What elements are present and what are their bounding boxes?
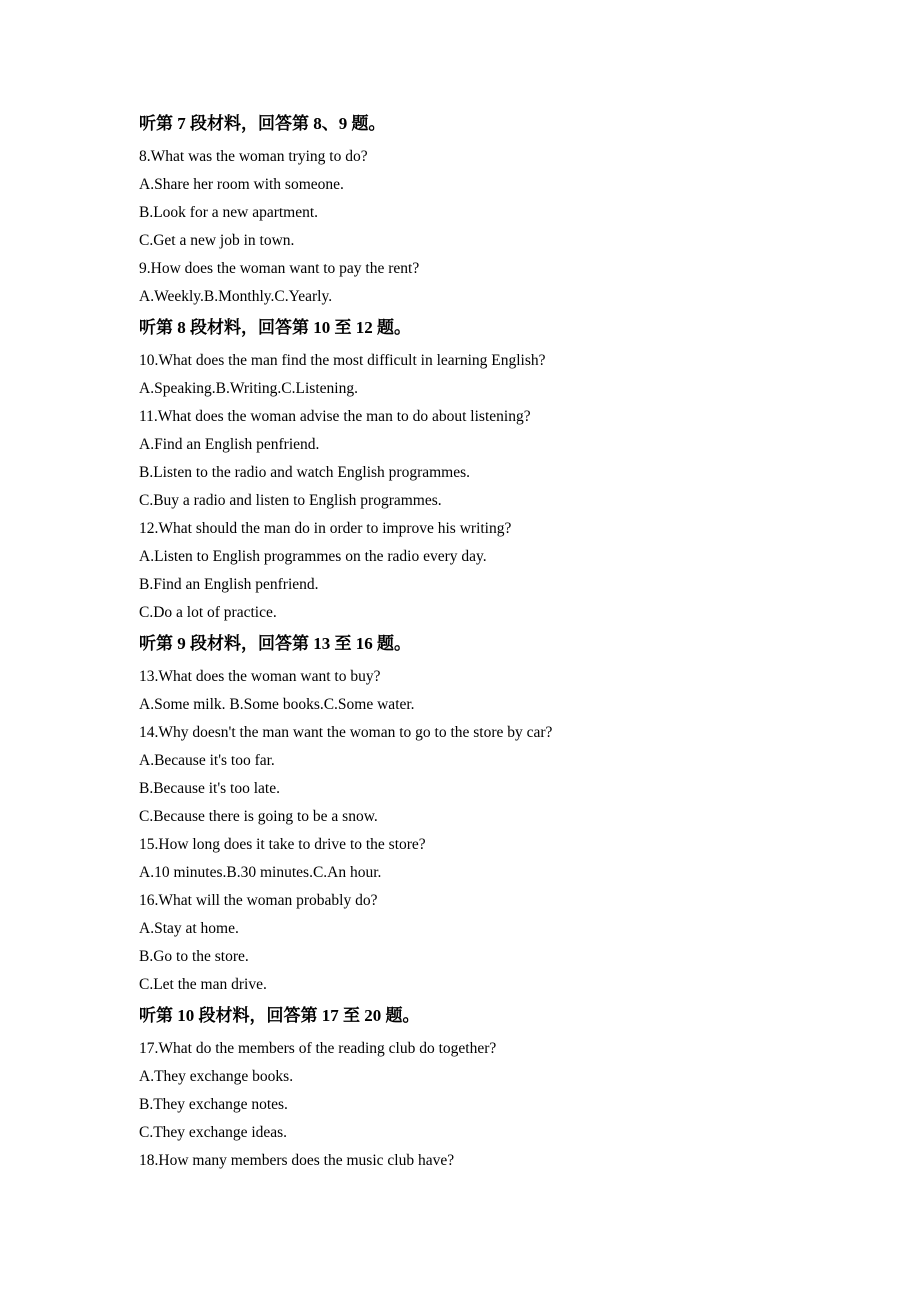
answer-options: C.Buy a radio and listen to English programmes. (139, 492, 442, 509)
answer-options: B.They exchange notes. (139, 1096, 288, 1113)
answer-options: B.Listen to the radio and watch English programmes. (139, 464, 471, 481)
question-text: 13.What does the woman want to buy? (139, 668, 381, 685)
answer-options: A.Weekly.B.Monthly.C.Yearly. (139, 288, 333, 305)
question-text: 9.How does the woman want to pay the rent? (139, 260, 420, 277)
answer-options: B.Look for a new apartment. (139, 204, 319, 221)
answer-options: A.Find an English penfriend. (139, 436, 320, 453)
section-heading: 听第 9 段材料，回答第 13 至 16 题。 (139, 634, 411, 653)
answer-options: B.Because it's too late. (139, 780, 280, 797)
document-body (139, 110, 839, 1175)
question-text: 8.What was the woman trying to do? (139, 148, 368, 165)
answer-options: A.They exchange books. (139, 1068, 294, 1085)
answer-options: A.Listen to English programmes on the radio every day. (139, 548, 487, 565)
answer-options: B.Find an English penfriend. (139, 576, 319, 593)
question-text: 10.What does the man find the most difficult in learning English? (139, 352, 546, 369)
section-heading: 听第 10 段材料，回答第 17 至 20 题。 (139, 1006, 420, 1025)
answer-options: A.Stay at home. (139, 920, 239, 937)
answer-options: C.Do a lot of practice. (139, 604, 277, 621)
question-text: 12.What should the man do in order to improve his writing? (139, 520, 512, 537)
answer-options: C.Because there is going to be a snow. (139, 808, 378, 825)
answer-options: A.Share her room with someone. (139, 176, 344, 193)
section-heading: 听第 7 段材料，回答第 8、9 题。 (139, 114, 386, 133)
answer-options: C.Let the man drive. (139, 976, 267, 993)
question-text: 15.How long does it take to drive to the store? (139, 836, 426, 853)
question-text: 11.What does the woman advise the man to do about listening? (139, 408, 531, 425)
answer-options: A.10 minutes.B.30 minutes.C.An hour. (139, 864, 382, 881)
answer-options: B.Go to the store. (139, 948, 249, 965)
question-text: 18.How many members does the music club have? (139, 1152, 455, 1169)
question-text: 14.Why doesn't the man want the woman to go to the store by car? (139, 724, 553, 741)
answer-options: C.Get a new job in town. (139, 232, 295, 249)
question-text: 16.What will the woman probably do? (139, 892, 378, 909)
section-heading: 听第 8 段材料，回答第 10 至 12 题。 (139, 318, 411, 337)
answer-options: A.Some milk. B.Some books.C.Some water. (139, 696, 415, 713)
answer-options: A.Because it's too far. (139, 752, 275, 769)
question-text: 17.What do the members of the reading club do together? (139, 1040, 497, 1057)
answer-options: C.They exchange ideas. (139, 1124, 288, 1141)
answer-options: A.Speaking.B.Writing.C.Listening. (139, 380, 358, 397)
